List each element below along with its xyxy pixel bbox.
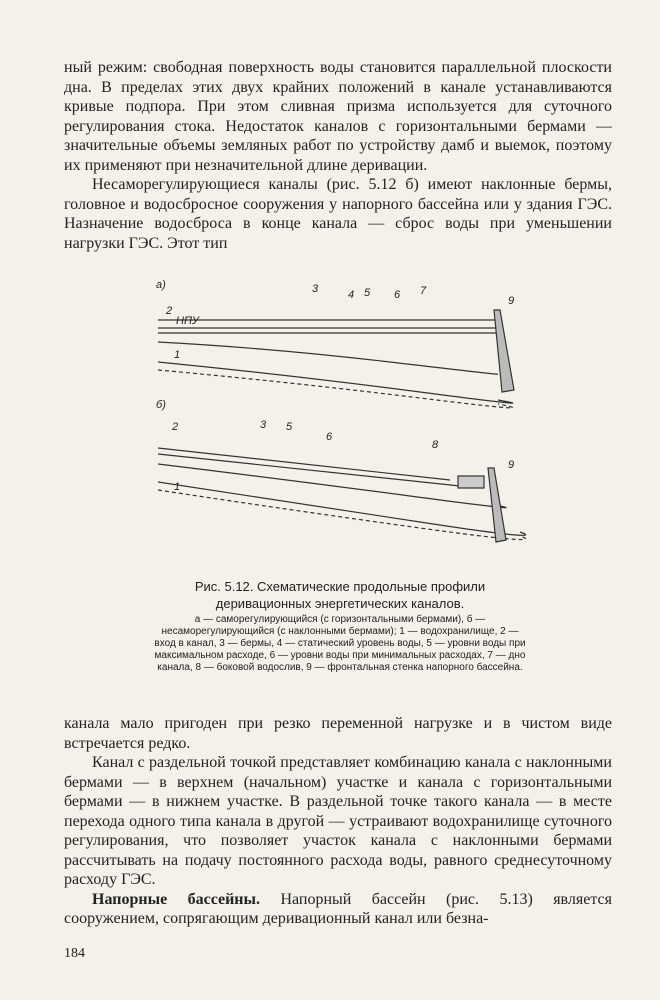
- canal-profiles-diagram: [150, 270, 540, 580]
- label-b-1: 1: [174, 481, 181, 493]
- canal-bed-b: [158, 482, 526, 535]
- berm-line-b: [158, 448, 450, 480]
- label-a-6: 6: [394, 289, 401, 301]
- paragraph-non-self-regulating: Несаморегулирующиеся каналы (рис. 5.12 б) имеют наклонные бермы, головное и водосбросное сооружения у напорного бассейна или у здания ГЭС. Назначение водосброса в конце канала — сброс воды при уменьшении нагрузки ГЭС. Этот тип: [64, 176, 612, 252]
- label-a-7: 7: [420, 285, 427, 297]
- label-a-9: 9: [508, 295, 515, 307]
- label-a-1: 1: [174, 349, 181, 361]
- paragraph-pressure-basins: [64, 890, 612, 929]
- canal-bed-hatch-a: [158, 370, 513, 408]
- label-b-9: 9: [508, 459, 515, 471]
- label-b-3: 3: [260, 419, 267, 431]
- max-flow-level-a: [158, 342, 497, 374]
- top-text-block: [64, 58, 612, 253]
- label-b-6: 6: [326, 431, 333, 443]
- panel-b-label: б): [156, 399, 166, 411]
- figure-caption-legend: а — саморегулирующийся (с горизонтальными бермами), б — несаморегулирующийся (с наклонными бермами); 1 — водохранилище, 2 — вход в канал, 3 — бермы, 4 — статический уровень воды, 5 — уровни воды при максимальном расходе, 6 — уровни воды при минимальных расходах, 7 — дно канала, 8 — боковой водослив, 9 — фронтальная стенка напорного бассейна.: [154, 614, 526, 673]
- canal-bed-a: [158, 362, 513, 403]
- pressure-basins-text: Напорный бассейн (рис. 5.13) является сооружением, сопрягающим деривационный канал или безна-: [64, 890, 612, 927]
- label-b-8: 8: [432, 439, 439, 451]
- side-spillway-b: [458, 476, 484, 488]
- figure-5-12: [150, 270, 540, 580]
- label-b-5: 5: [286, 421, 293, 433]
- page-number: 184: [64, 946, 85, 961]
- label-a-5: 5: [364, 287, 371, 299]
- panel-a-label: а): [156, 279, 166, 291]
- npu-label: НПУ: [176, 315, 199, 327]
- paragraph-split-point-canal: Канал с раздельной точкой представляет комбинацию канала с наклонными бермами — в верхнем (начальном) участке и канала с горизонтальными бермами — в нижнем участке. В раздельной точке такого канала — в месте перехода одного типа канала в другой — устраивают водохранилище суточного регулирования, что позволяет участок канала с наклонными бермами рассчитывать на подачу постоянного расхода воды, равного среднесуточному расходу ГЭС.: [64, 754, 612, 888]
- label-a-4: 4: [348, 289, 355, 301]
- bottom-text-block: [64, 714, 612, 929]
- label-a-3: 3: [312, 283, 319, 295]
- label-a-2: 2: [166, 305, 173, 317]
- paragraph-continued: ный режим: свободная поверхность воды становится параллельной плоскости дна. В пределах этих двух крайних положений в канале устанавливаются кривые подпора. При этом сливная призма используется для суточного регулирования стока. Недостаток каналов с горизонтальными бермами — значительные объемы земляных работ по устройству дамб и выемок, поэтому их применяют при незначительной длине деривации.: [64, 59, 612, 174]
- label-b-2: 2: [172, 421, 179, 433]
- figure-caption-title: Рис. 5.12. Схематические продольные профили деривационных энергетических каналов.: [194, 579, 486, 611]
- section-heading-pressure-basins: Напорные бассейны.: [92, 890, 261, 908]
- paragraph-canal-unsuitable: канала мало пригоден при резко переменной нагрузке и в чистом виде встречается редко.: [64, 715, 612, 752]
- front-wall-a: [494, 310, 514, 392]
- canal-bed-hatch-b: [158, 490, 526, 540]
- front-wall-b: [488, 468, 506, 542]
